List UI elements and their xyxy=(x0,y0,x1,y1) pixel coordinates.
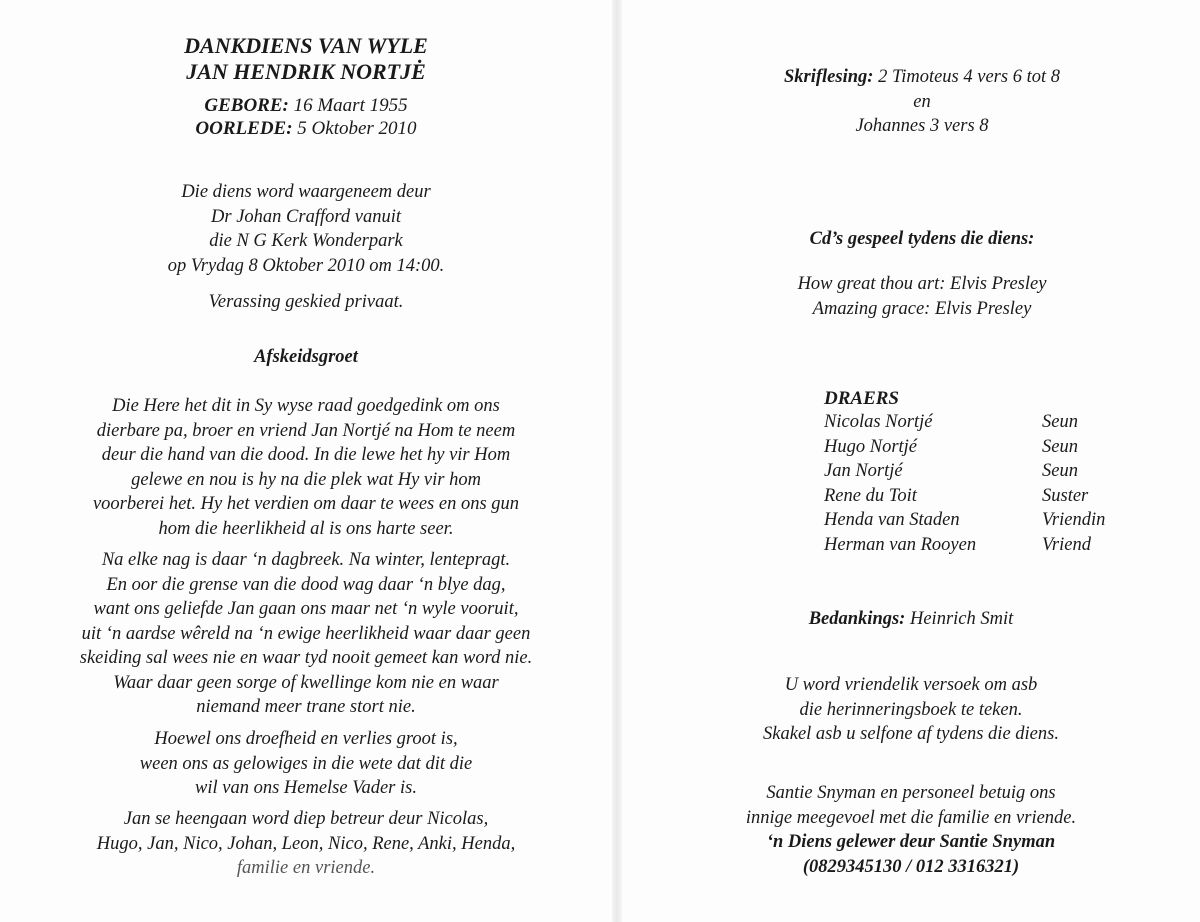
service-line: die N G Kerk Wonderpark xyxy=(209,231,403,251)
pallbearer-row: Henda van Staden Vriendin xyxy=(824,510,1106,530)
service-line: op Vrydag 8 Oktober 2010 om 14:00. xyxy=(167,255,445,276)
contact-phones: (0829345130 / 012 3316321) xyxy=(802,856,1020,877)
right-page xyxy=(622,0,1200,922)
died-line: OORLEDE: 5 Oktober 2010 xyxy=(195,118,417,139)
service-line: Die diens word waargeneem deur xyxy=(181,182,431,202)
pallbearer-row: Hugo Nortjé Seun xyxy=(824,436,1078,457)
title-line-2: JAN HENDRIK NORTJĖ xyxy=(186,59,426,84)
farewell-paragraph-3: Hoewel ons droefheid en verlies groot is, ween ons as gelowiges in die wete dat dit die wil van ons Hemelse Vader is. xyxy=(139,729,473,798)
undertaker-block: Santie Snyman en personeel betuig ons innige meegevoel met die familie en vriende. ‘n Diens gelewer deur Santie Snyman (0829345130 / 012 3316321) xyxy=(622,781,1200,879)
cds-heading: Cd’s gespeel tydens die diens: xyxy=(809,229,1035,249)
farewell-heading: Afskeidsgroet xyxy=(254,347,358,367)
cd-item: How great thou art: Elvis Presley xyxy=(797,274,1047,294)
requests-block: U word vriendelik versoek om asb die herinneringsboek te teken. Skakel asb u selfone af tydens die diens. xyxy=(763,675,1059,744)
dates-block xyxy=(0,94,612,140)
pallbearers-table xyxy=(824,388,1105,557)
pallbearers-heading: DRAERS xyxy=(824,388,899,409)
title-block xyxy=(0,33,612,85)
pallbearer-row: Nicolas Nortjé Seun xyxy=(824,412,1078,432)
cremation-note: Verassing geskied privaat. xyxy=(208,292,404,312)
service-by: ‘n Diens gelewer deur Santie Snyman xyxy=(766,832,1056,852)
farewell-paragraph-2: Na elke nag is daar ‘n dagbreek. Na winter, lentepragt. En oor die grense van die dood wag daar ‘n blye dag, want ons geliefde Jan gaan ons maar net ‘n wyle vooruit, uit ‘n aardse wêreld na ‘n ewige heerlikheid waar daar geen skeiding sal wees nie en waar tyd nooit gemeet kan word nie. Waar daar geen sorge of kwellinge kom nie en waar niemand meer trane stort nie. xyxy=(79,550,533,717)
pallbearer-row: Herman van Rooyen Vriend xyxy=(824,534,1091,555)
farewell-paragraph-1: Die Here het dit in Sy wyse raad goedgedink om ons dierbare pa, broer en vriend Jan Nortjé na Hom te neem deur die hand van die dood. In die lewe het hy vir Hom gelewe en nou is hy na die plek wat Hy vir hom voorberei het. Hy het verdien om daar te wees en ons gun hom die heerlikheid al is ons harte seer. xyxy=(92,396,520,539)
cds-list xyxy=(652,272,1192,321)
page-fold xyxy=(612,0,622,922)
title-line-1: DANKDIENS VAN WYLE xyxy=(184,33,428,58)
pallbearer-row: Jan Nortjé Seun xyxy=(824,461,1078,481)
mourners-paragraph: Jan se heengaan word diep betreur deur Nicolas, Hugo, Jan, Nico, Johan, Leon, Nico, Rene, Anki, Henda, familie en vriende. xyxy=(96,809,516,878)
cd-item: Amazing grace: Elvis Presley xyxy=(812,298,1032,319)
thanks-line: Bedankings: Heinrich Smit xyxy=(808,609,1014,629)
scripture-reading: Skriflesing: 2 Timoteus 4 vers 6 tot 8 en Johannes 3 vers 8 xyxy=(784,67,1060,136)
pallbearer-row: Rene du Toit Suster xyxy=(824,485,1089,506)
service-info xyxy=(0,180,612,278)
born-line: GEBORE: 16 Maart 1955 xyxy=(204,95,408,116)
service-line: Dr Johan Crafford vanuit xyxy=(211,206,401,227)
